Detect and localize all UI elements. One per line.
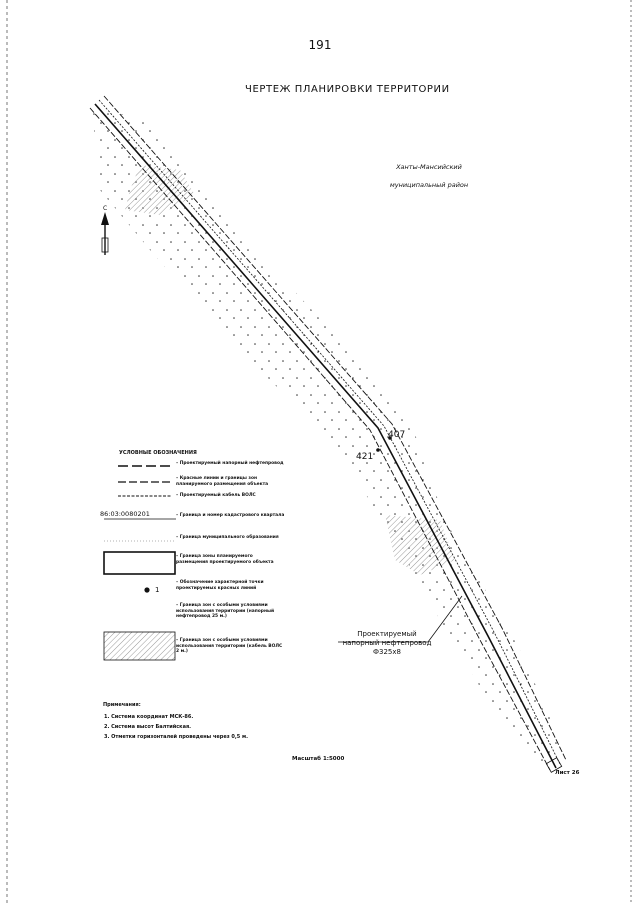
note-item: 2. Система высот Балтийская. <box>104 724 192 730</box>
legend-text: – Граница муниципального образования <box>176 535 279 540</box>
legend-cadastral-number: 86:03:0080201 <box>100 510 150 518</box>
page-number: 191 <box>308 38 332 52</box>
north-arrow <box>101 212 109 255</box>
notes-title: Примечания: <box>103 702 141 708</box>
legend-item-cadastral-boundary <box>176 513 286 519</box>
turning-point-marker-421 <box>376 448 380 452</box>
legend-text: – Красные линии и границы зон планируемого размещения объекта <box>176 476 269 487</box>
legend-text: – Граница и номер кадастрового квартала <box>176 513 285 518</box>
legend-item-municipal-boundary <box>176 535 286 541</box>
legend-item-characteristic-point <box>176 580 286 591</box>
north-letter: С <box>103 205 108 212</box>
pipeline-label-line-3: Ф325х8 <box>373 648 401 656</box>
turning-point-label-421: 421 <box>356 452 374 462</box>
legend-text: – Граница зон с особыми условиями использования территории (напорный нефтепровод 25 м.) <box>176 603 275 620</box>
legend-item-red-lines <box>176 476 286 487</box>
legend-point-number <box>155 586 159 594</box>
legend-item-pipeline-zone <box>176 603 286 620</box>
legend-text: – Граница зон с особыми условиями использования территории (кабель ВОЛС 2 м.) <box>176 638 283 655</box>
legend-title: УСЛОВНЫЕ ОБОЗНАЧЕНИЯ <box>119 450 197 456</box>
legend-item-planned-zone <box>176 554 286 565</box>
legend-text: – Граница зоны планируемого размещения проектируемого объекта <box>176 554 274 565</box>
note-item: 3. Отметки горизонталей проведены через 0,5 м. <box>104 734 248 740</box>
legend-point-number-text: 1 <box>155 586 160 594</box>
legend-text: – Обозначение характерной точки проектируемых красных линий <box>176 580 264 591</box>
region-line-1: Ханты-Мансийский <box>396 163 462 171</box>
turning-point-label-407: 407 <box>388 430 406 440</box>
pipeline-label <box>332 630 442 657</box>
legend-item-vols-zone <box>176 638 286 655</box>
legend-item-vols-cable <box>176 493 286 499</box>
legend-text: – Проектируемый напорный нефтепровод <box>176 461 284 466</box>
legend-item-pipeline <box>176 461 286 467</box>
pipeline-label-line-1: Проектируемый <box>357 630 417 638</box>
region-line-2: муниципальный район <box>389 181 469 189</box>
pipeline-label-line-2: напорный нефтепровод <box>342 639 432 647</box>
note-item: 1. Система координат МСК-86. <box>104 714 194 720</box>
legend-text: – Проектируемый кабель ВОЛС <box>176 493 256 498</box>
sheet-label: Лист 26 <box>555 770 580 776</box>
scale-label: Масштаб 1:5000 <box>292 756 345 762</box>
drawing-title: ЧЕРТЕЖ ПЛАНИРОВКИ ТЕРРИТОРИИ <box>245 84 450 95</box>
legend-symbols <box>104 466 176 660</box>
